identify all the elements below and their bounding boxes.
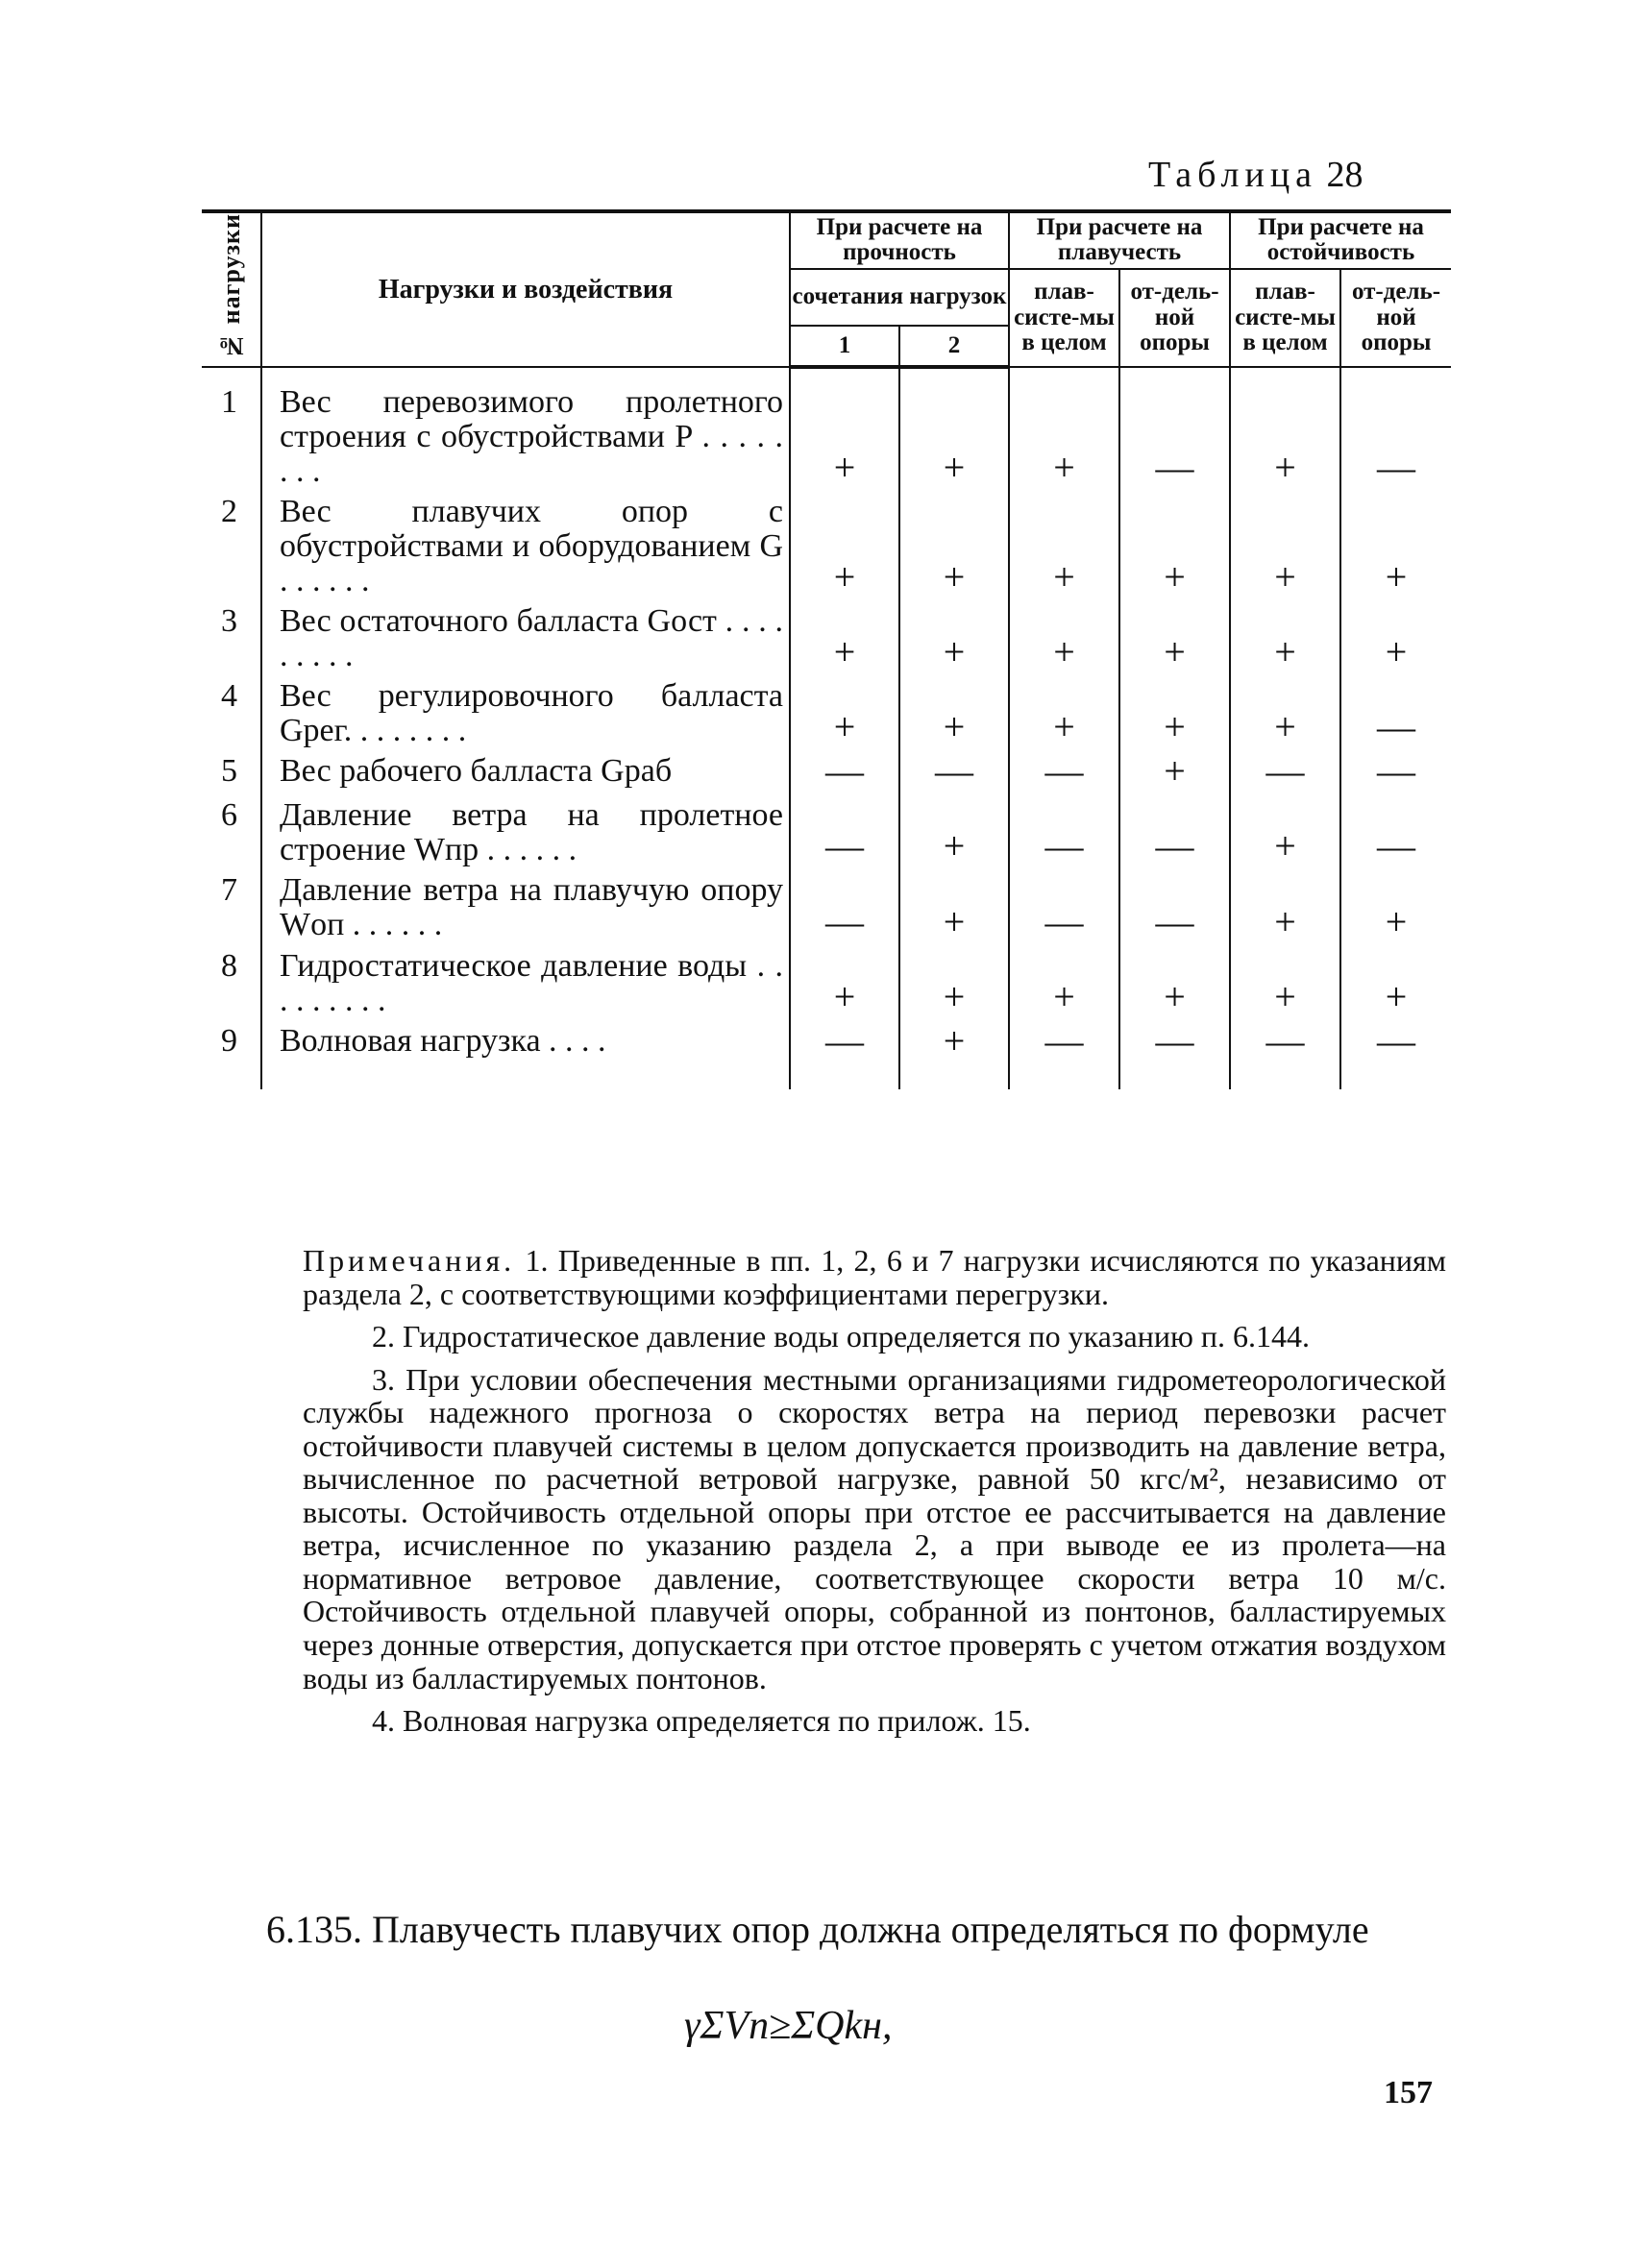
load-name: Вес остаточного балласта Gост . . . . . . . . . bbox=[261, 602, 790, 677]
applicability-mark: + bbox=[1119, 752, 1230, 796]
table-row bbox=[202, 493, 1451, 602]
applicability-mark: — bbox=[1119, 1022, 1230, 1089]
table-title: Таблица 28 bbox=[1148, 155, 1363, 195]
row-number: 5 bbox=[221, 753, 237, 790]
table-row bbox=[202, 677, 1451, 752]
applicability-mark: + bbox=[1119, 947, 1230, 1022]
applicability-mark: + bbox=[1230, 796, 1340, 871]
header-loads-and-actions: Нагрузки и воздействия bbox=[261, 211, 790, 367]
applicability-mark: + bbox=[899, 493, 1009, 602]
applicability-mark: + bbox=[790, 947, 899, 1022]
applicability-mark: + bbox=[899, 871, 1009, 946]
applicability-mark: + bbox=[1119, 602, 1230, 677]
load-name: Вес перевозимого пролетного строения с обустройствами P . . . . . . . . bbox=[261, 367, 790, 493]
applicability-mark: — bbox=[1119, 367, 1230, 493]
applicability-mark: — bbox=[790, 796, 899, 871]
applicability-mark: — bbox=[1230, 1022, 1340, 1089]
applicability-mark: + bbox=[899, 947, 1009, 1022]
row-number: 3 bbox=[221, 603, 237, 640]
applicability-mark: + bbox=[1340, 871, 1451, 946]
applicability-mark: + bbox=[1340, 493, 1451, 602]
applicability-mark: + bbox=[1119, 677, 1230, 752]
applicability-mark: — bbox=[1340, 796, 1451, 871]
table-row bbox=[202, 1022, 1451, 1089]
note-1: Примечания. 1. Приведенные в пп. 1, 2, 6 и 7 нагрузки исчисляются по указаниям раздела 2, с соответствующими коэффициентами перегрузки. bbox=[303, 1243, 1447, 1311]
load-name: Давление ветра на плавучую опору Wоп . . . . . . bbox=[261, 871, 790, 946]
applicability-mark: + bbox=[1230, 947, 1340, 1022]
applicability-mark: + bbox=[790, 602, 899, 677]
applicability-mark: — bbox=[1009, 752, 1119, 796]
applicability-mark: — bbox=[1340, 677, 1451, 752]
page-number: 157 bbox=[1384, 2075, 1433, 2110]
note-4: 4. Волновая нагрузка определяется по прилож. 15. bbox=[372, 1703, 1031, 1739]
header-stability-system: плав-систе-мы в целом bbox=[1230, 269, 1340, 368]
header-buoyancy-system: плав-систе-мы в целом bbox=[1009, 269, 1119, 368]
applicability-mark: — bbox=[1230, 752, 1340, 796]
load-name: Давление ветра на пролетное строение Wпр . . . . . . bbox=[261, 796, 790, 871]
applicability-mark: + bbox=[1230, 871, 1340, 946]
applicability-mark: + bbox=[1009, 367, 1119, 493]
applicability-mark: — bbox=[899, 752, 1009, 796]
notes-label: Примечания. bbox=[303, 1243, 516, 1278]
paragraph-6-135: 6.135. Плавучесть плавучих опор должна определяться по формуле bbox=[266, 1908, 1369, 1951]
applicability-mark: — bbox=[1340, 367, 1451, 493]
applicability-mark: — bbox=[790, 871, 899, 946]
row-number: 2 bbox=[221, 494, 237, 530]
row-number: 7 bbox=[221, 872, 237, 909]
applicability-mark: + bbox=[790, 677, 899, 752]
note-2: 2. Гидростатическое давление воды определяется по указанию п. 6.144. bbox=[372, 1319, 1310, 1354]
table-row bbox=[202, 947, 1451, 1022]
applicability-mark: + bbox=[1230, 493, 1340, 602]
applicability-mark: + bbox=[1009, 677, 1119, 752]
header-load-combinations: сочетания нагрузок bbox=[790, 269, 1009, 327]
note-3: 3. При условии обеспечения местными организациями гидрометеорологической службы надежного прогноза о скоростях ветра на период перевозки расчет остойчивости плавучей системы в целом допускается производить на давление ветра, вычисленное по расчетной ветровой нагрузке, равной 50 кгс/м², независимо от высоты. Остойчивость отдельной опоры при отстое ее рассчитывается на давление ветра, исчисленное по указанию раздела 2, а при выводе ее из пролета—на нормативное ветровое давление, соответствующее скорости ветра 10 м/с. Остойчивость отдельной плавучей опоры, собранной из понтонов, балластируемых через донные отверстия, допускается при отстое проверять с учетом отжатия воздухом воды из балластируемых понтонов. bbox=[303, 1361, 1446, 1695]
applicability-mark: + bbox=[1340, 947, 1451, 1022]
applicability-mark: + bbox=[790, 493, 899, 602]
header-combination-2: 2 bbox=[899, 326, 1009, 367]
table-row bbox=[202, 602, 1451, 677]
header-combination-1: 1 bbox=[790, 326, 899, 367]
load-name: Вес плавучих опор с обустройствами и оборудованием G . . . . . . bbox=[261, 493, 790, 602]
applicability-mark: + bbox=[1009, 493, 1119, 602]
applicability-mark: — bbox=[790, 752, 899, 796]
row-number: 8 bbox=[221, 947, 237, 984]
notes-section bbox=[303, 1244, 1446, 1747]
table-row bbox=[202, 752, 1451, 796]
applicability-mark: + bbox=[899, 367, 1009, 493]
applicability-mark: — bbox=[790, 1022, 899, 1089]
row-number: 1 bbox=[221, 384, 237, 421]
applicability-mark: + bbox=[1119, 493, 1230, 602]
applicability-mark: + bbox=[1230, 602, 1340, 677]
loads-table bbox=[202, 209, 1451, 1089]
header-stability-group: При расчете на остойчивость bbox=[1230, 211, 1451, 269]
applicability-mark: — bbox=[1119, 871, 1230, 946]
header-load-number: № нагрузки bbox=[202, 211, 261, 367]
row-number: 9 bbox=[221, 1022, 237, 1059]
applicability-mark: — bbox=[1119, 796, 1230, 871]
table-row bbox=[202, 871, 1451, 946]
applicability-mark: — bbox=[1009, 871, 1119, 946]
applicability-mark: + bbox=[1230, 367, 1340, 493]
table-row bbox=[202, 367, 1451, 493]
applicability-mark: — bbox=[1340, 1022, 1451, 1089]
load-name: Волновая нагрузка . . . . bbox=[261, 1022, 790, 1089]
applicability-mark: + bbox=[899, 602, 1009, 677]
buoyancy-formula: γΣVп≥ΣQkн, bbox=[684, 2004, 893, 2048]
applicability-mark: + bbox=[1009, 947, 1119, 1022]
applicability-mark: + bbox=[1230, 677, 1340, 752]
load-name: Вес регулировочного балласта Gрег. . . . . . . . bbox=[261, 677, 790, 752]
applicability-mark: — bbox=[1009, 796, 1119, 871]
header-stability-single-support: от-дель-ной опоры bbox=[1340, 269, 1451, 368]
load-name: Гидростатическое давление воды . . . . . . . . . bbox=[261, 947, 790, 1022]
applicability-mark: + bbox=[1009, 602, 1119, 677]
applicability-mark: + bbox=[1340, 602, 1451, 677]
row-number: 4 bbox=[221, 678, 237, 715]
applicability-mark: + bbox=[899, 677, 1009, 752]
row-number: 6 bbox=[221, 797, 237, 834]
header-buoyancy-group: При расчете на плавучесть bbox=[1009, 211, 1230, 269]
applicability-mark: — bbox=[1340, 752, 1451, 796]
load-name: Вес рабочего балласта Gраб bbox=[261, 752, 790, 796]
applicability-mark: — bbox=[1009, 1022, 1119, 1089]
header-buoyancy-single-support: от-дель-ной опоры bbox=[1119, 269, 1230, 368]
table-row bbox=[202, 796, 1451, 871]
applicability-mark: + bbox=[899, 796, 1009, 871]
applicability-mark: + bbox=[899, 1022, 1009, 1089]
header-strength-group: При расчете на прочность bbox=[790, 211, 1009, 269]
applicability-mark: + bbox=[790, 367, 899, 493]
